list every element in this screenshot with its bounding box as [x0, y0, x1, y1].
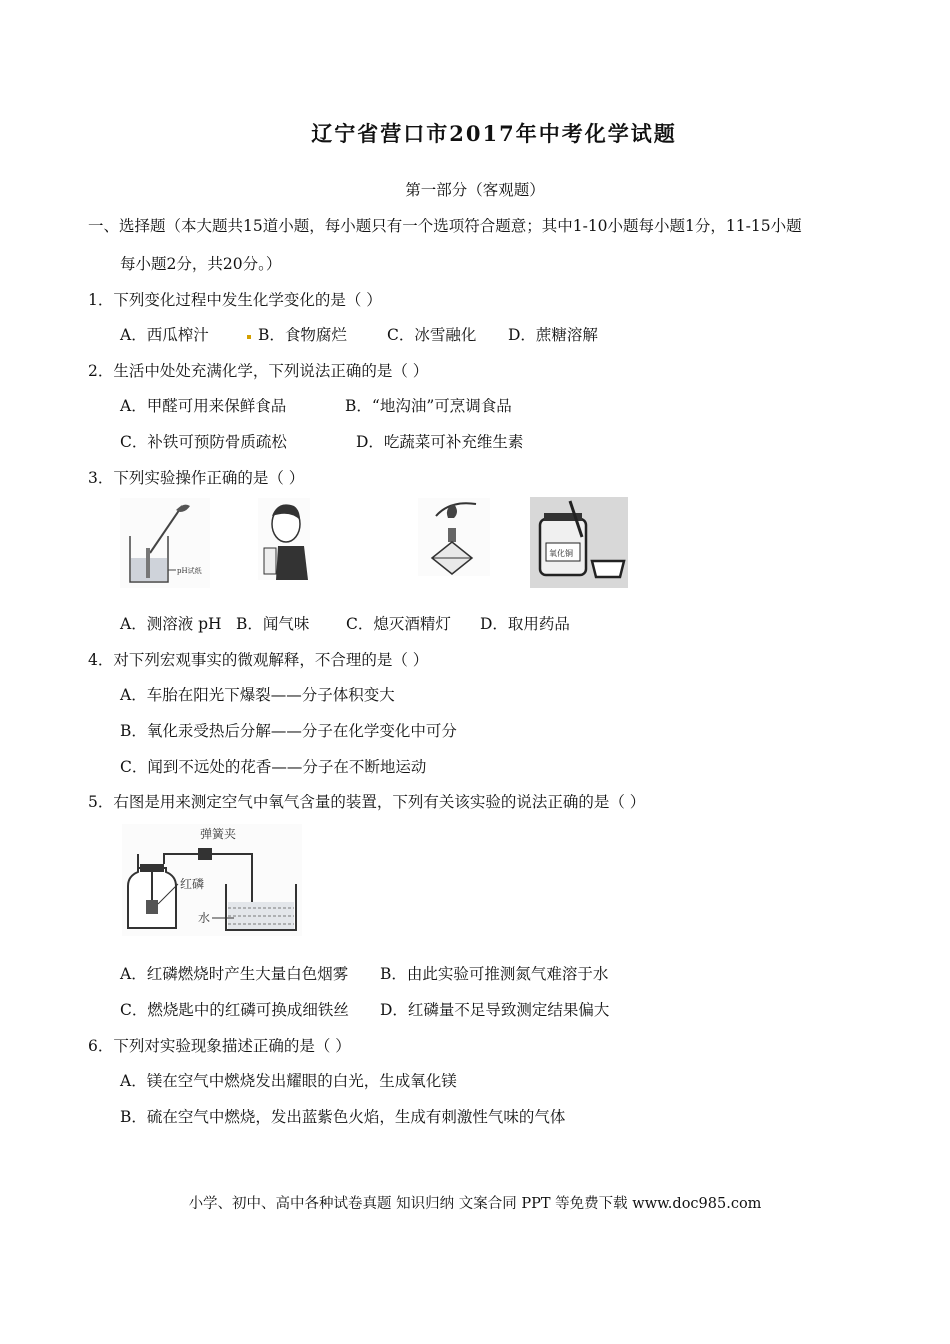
q3-option-a: A．测溶液 pH	[120, 615, 222, 633]
question-2-stem: 2．生活中处处充满化学，下列说法正确的是（ ）	[88, 362, 429, 380]
q1-option-c: C．冰雪融化	[387, 326, 477, 344]
section-heading: 第一部分（客观题）	[405, 181, 545, 199]
red-phosphorus-label: 红磷	[180, 877, 205, 891]
q5-option-c: C．燃烧匙中的红磷可换成细铁丝	[120, 1001, 349, 1019]
q6-option-b: B．硫在空气中燃烧，发出蓝紫色火焰，生成有刺激性气味的气体	[120, 1108, 566, 1126]
q2-option-d: D．吃蔬菜可补充维生素	[356, 433, 524, 451]
page-footer: 小学、初中、高中各种试卷真题 知识归纳 文案合同 PPT 等免费下载 www.doc985.com	[188, 1196, 762, 1212]
q4-option-b: B．氧化汞受热后分解——分子在化学变化中可分	[120, 722, 457, 740]
q1-option-d: D．蔗糖溶解	[508, 326, 598, 344]
q1-option-b: B．食物腐烂	[258, 326, 347, 344]
figure-alcohol-lamp	[418, 498, 490, 576]
q4-option-a: A．车胎在阳光下爆裂——分子体积变大	[120, 686, 395, 704]
figure-ph-test	[120, 498, 210, 588]
clamp-label: 弹簧夹	[200, 827, 237, 841]
figure-smelling	[258, 498, 310, 580]
question-3-stem: 3．下列实验操作正确的是（ ）	[88, 469, 305, 487]
question-6-stem: 6．下列对实验现象描述正确的是（ ）	[88, 1037, 351, 1055]
ph-strip-label: pH试纸	[177, 567, 202, 575]
mark-dot	[247, 335, 251, 339]
q3-option-b: B．闻气味	[236, 615, 310, 633]
q6-option-a: A．镁在空气中燃烧发出耀眼的白光，生成氧化镁	[120, 1072, 457, 1090]
q1-option-a: A．西瓜榨汁	[120, 326, 209, 344]
q5-option-d: D．红磷量不足导致测定结果偏大	[380, 1001, 610, 1019]
q5-option-b: B．由此实验可推测氮气难溶于水	[380, 965, 609, 983]
q2-option-b: B．“地沟油”可烹调食品	[345, 397, 512, 415]
page-title: 辽宁省营口市2017年中考化学试题	[311, 121, 677, 146]
q5-option-a: A．红磷燃烧时产生大量白色烟雾	[120, 965, 349, 983]
q4-option-c: C．闻到不远处的花香——分子在不断地运动	[120, 758, 427, 776]
question-5-stem: 5．右图是用来测定空气中氧气含量的装置，下列有关该实验的说法正确的是（ ）	[88, 793, 646, 811]
instructions-line-2: 每小题2分，共20分。）	[120, 255, 282, 273]
bottle-label: 氧化铜	[549, 549, 573, 558]
figure-taking-chemical	[530, 497, 628, 588]
question-4-stem: 4．对下列宏观事实的微观解释，不合理的是（ ）	[88, 651, 429, 669]
water-label: 水	[198, 911, 211, 925]
figure-oxygen-apparatus	[122, 824, 302, 936]
q2-option-c: C．补铁可预防骨质疏松	[120, 433, 287, 451]
question-1-stem: 1．下列变化过程中发生化学变化的是（ ）	[88, 291, 382, 309]
q3-option-d: D．取用药品	[480, 615, 570, 633]
q3-option-c: C．熄灭酒精灯	[346, 615, 451, 633]
instructions-line-1: 一、选择题（本大题共15道小题，每小题只有一个选项符合题意；其中1-10小题每小题1分，11-15小题	[88, 217, 802, 235]
q2-option-a: A．甲醛可用来保鲜食品	[120, 397, 287, 415]
